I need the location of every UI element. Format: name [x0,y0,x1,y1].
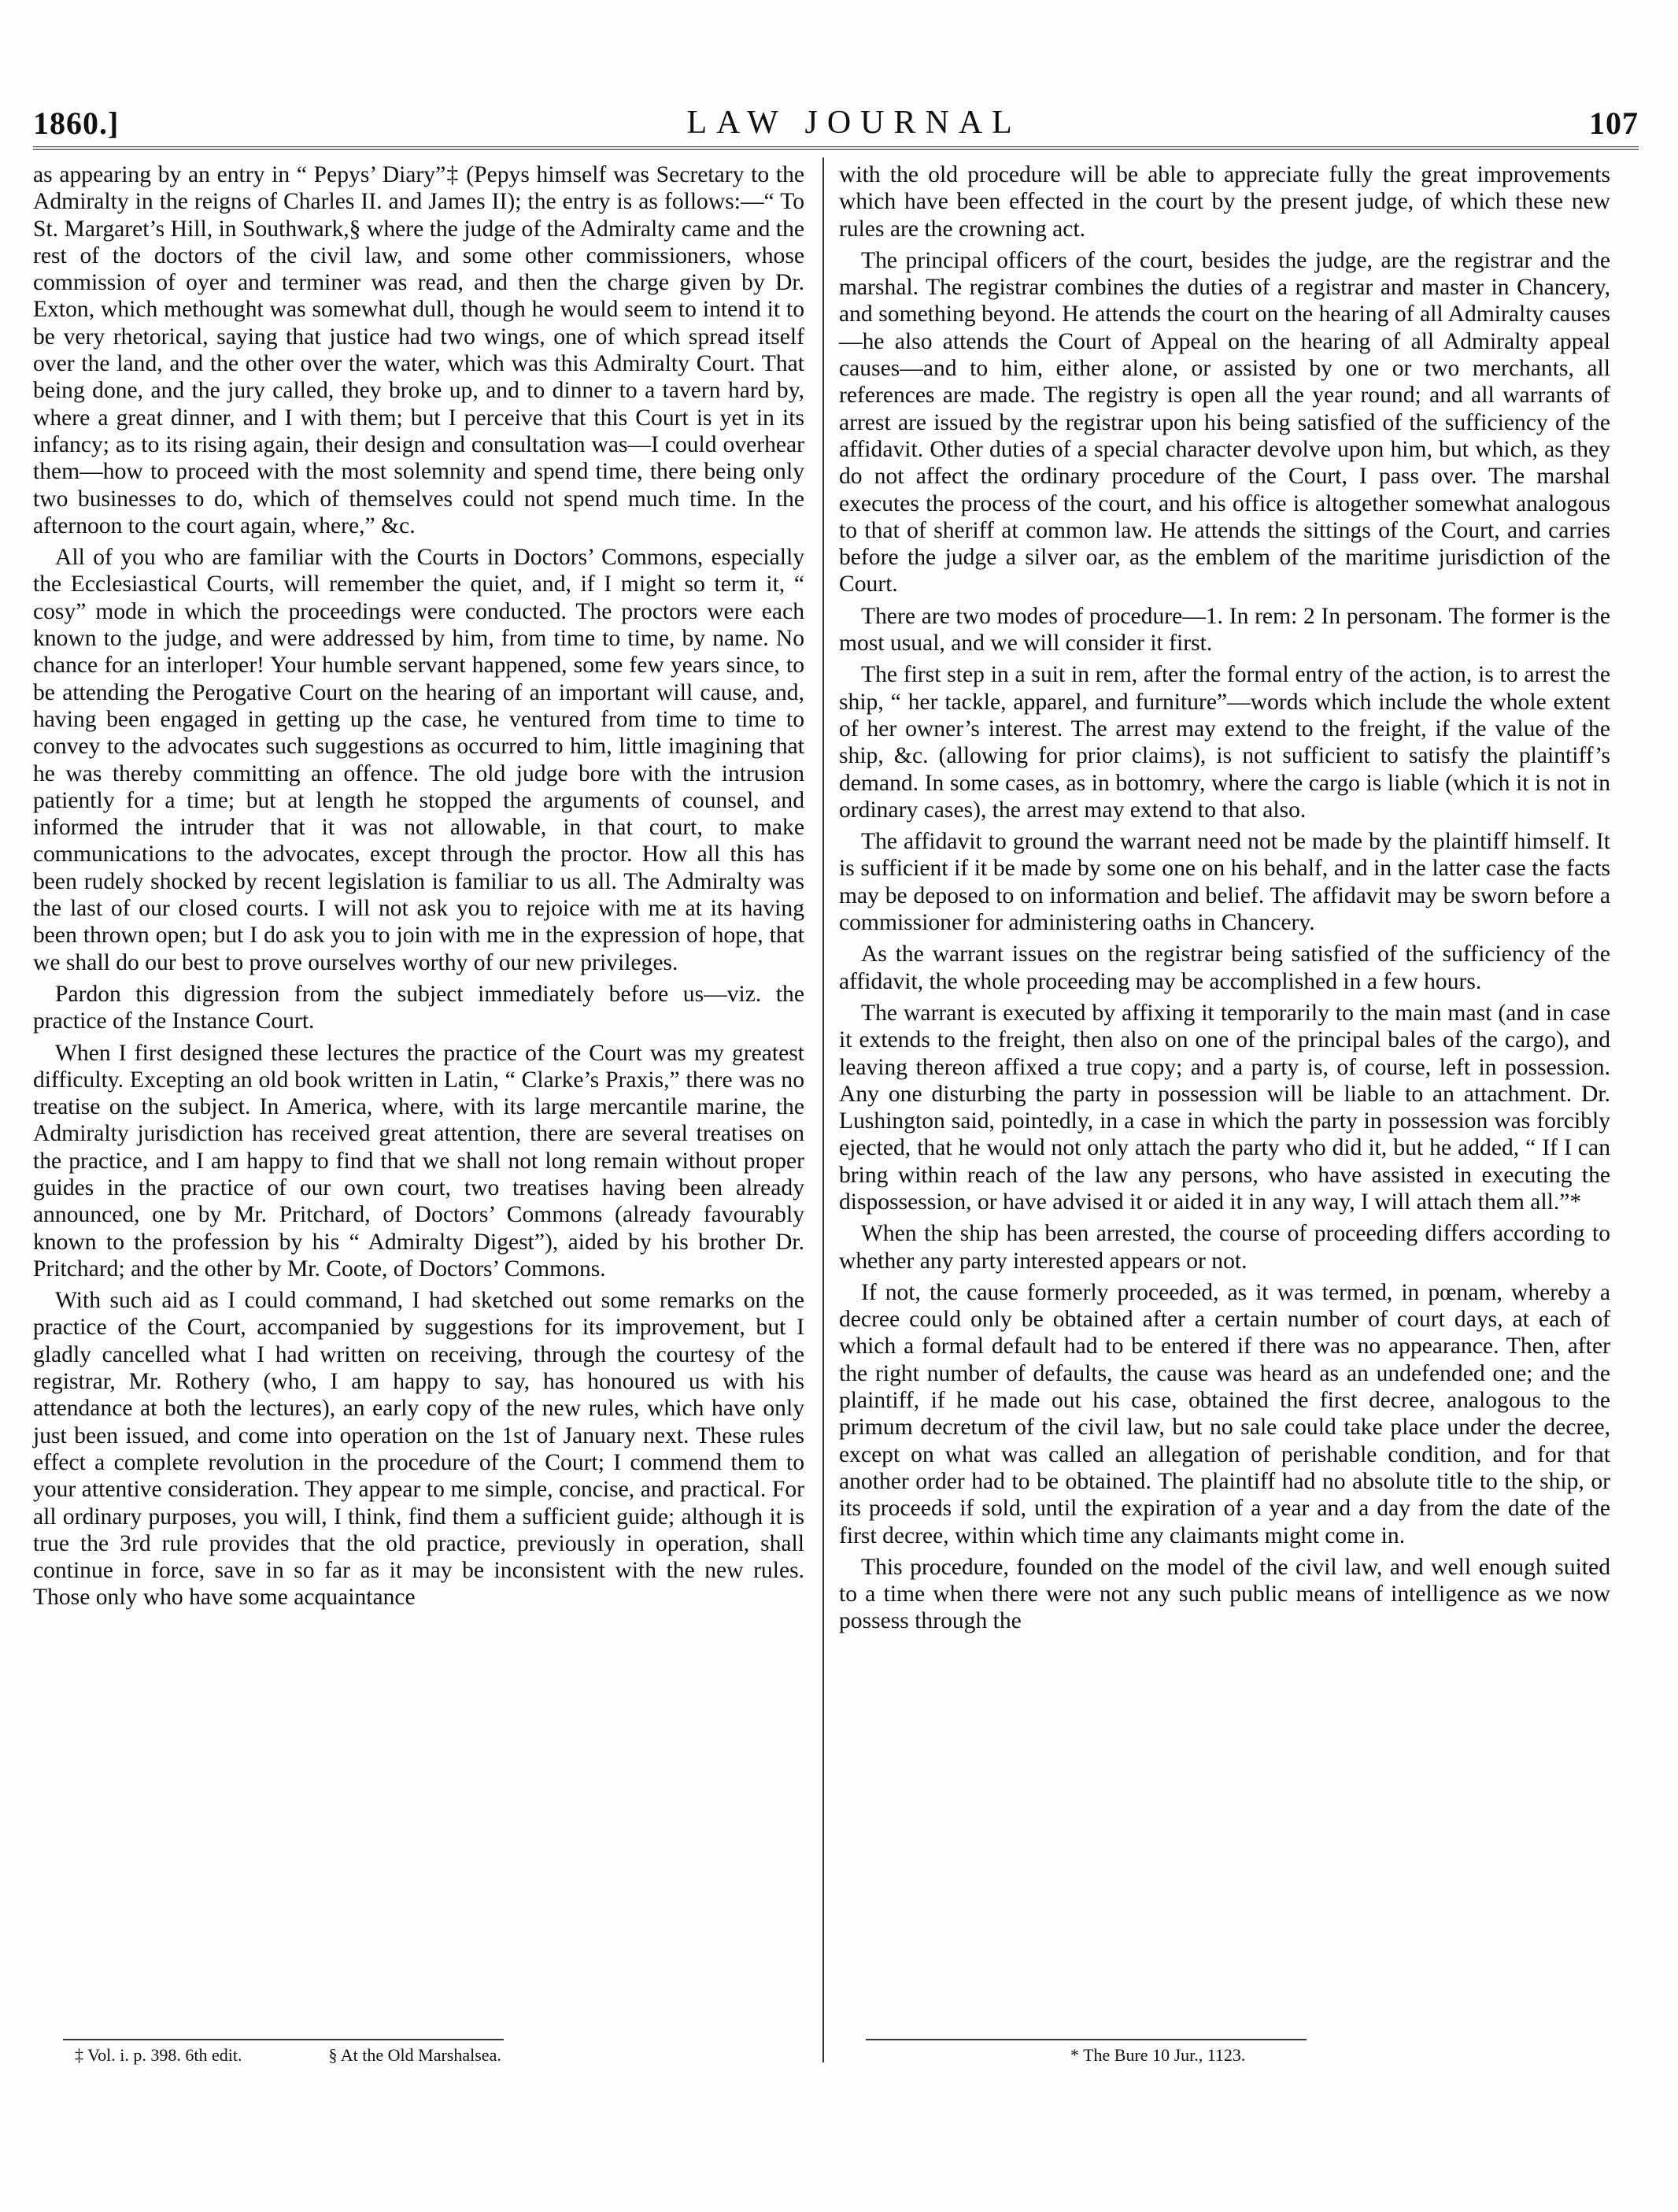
paragraph: The affidavit to ground the warrant need not be made by the plaintiff himself. It is sufficient if it be made by some one on his behalf, and in the latter case the facts may be deposed to on information and belief. The affidavit may be sworn before a commissioner for administering oaths in Chancery. [839,829,1610,936]
header-year: 1860.] [33,105,120,141]
paragraph: as appearing by an entry in “ Pepys’ Diary”‡ (Pepys himself was Secretary to the Admiralty in the reigns of Charles II. and James II); the entry is as follows:—“ To St. Margaret’s Hill, in Southwark,§ where the judge of the Admiralty came and the rest of the doctors of the civil law, and some other commissioners, whose commission of oyer and terminer was read, and then the charge given by Dr. Exton, which methought was somewhat dull, though he would seem to intend it to be very rhetorical, saying that justice had two wings, one of which spread itself over the land, and the other over the water, which was this Admiralty Court. That being done, and the jury called, they broke up, and to dinner to a tavern hard by, where a great dinner, and I with them; but I perceive that this Court is yet in its infancy; as to its rising again, their design and consultation was—I could overhear them—how to proceed with the most solemnity and spend time, there being only two businesses to do, which of themselves could not spend much time. In the afternoon to the court again, where,” &c. [33,162,804,538]
footnote-rule [63,2039,504,2040]
paragraph: The principal officers of the court, besides the judge, are the registrar and the marshal. The registrar combines the duties of a registrar and master in Chancery, and something beyond. He attends the court on the hearing of all Admiralty causes—he also attends the Court of Appeal on the hearing of all Admiralty appeal causes—and to him, either alone, or assisted by one or two merchants, all references are made. The registry is open all the year round; and all warrants of arrest are issued by the registrar upon his being satisfied of the sufficiency of the affidavit. Other duties of a special character devolve upon him, but which, as they do not affect the ordinary procedure of the Court, I pass over. The marshal executes the process of the court, and his office is altogether somewhat analogous to that of sheriff at common law. He attends the sittings of the Court, and carries before the judge a silver oar, as the emblem of the maritime jurisdiction of the Court. [839,247,1610,597]
right-column [839,161,1610,1640]
paragraph: Pardon this digression from the subject immediately before us—viz. the practice of the Instance Court. [33,981,804,1034]
footnote: * The Bure 10 Jur., 1123. [1070,2045,1246,2065]
paragraph: All of you who are familiar with the Courts in Doctors’ Commons, especially the Ecclesiastical Courts, will remember the quiet, and, if I might so term it, “ cosy” mode in which the proceedings were conducted. The proctors were each known to the judge, and were addressed by him, from time to time, by name. No chance for an interloper! Your humble servant happened, some few years since, to be attending the Perogative Court on the hearing of an important will cause, and, having been engaged in getting up the case, he ventured from time to time to convey to the advocates such suggestions as occurred to him, little imagining that he was thereby committing an offence. The old judge bore with the intrusion patiently for a time; but at length he stopped the arguments of counsel, and informed the intruder that it was not allowable, in that court, to make communications to the advocates, except through the proctor. How all this has been rudely shocked by recent legislation is familiar to us all. The Admiralty was the last of our closed courts. I will not ask you to rejoice with me at its having been thrown open; but I do ask you to join with me in the expression of hope, that we shall do our best to prove ourselves worthy of our new privileges. [33,545,804,975]
page-header [33,94,1639,142]
paragraph: There are two modes of procedure—1. In rem: 2 In personam. The former is the most usual, and we will consider it first. [839,603,1610,657]
footnotes-left [75,2045,501,2066]
paragraph: The first step in a suit in rem, after the formal entry of the action, is to arrest the ship, “ her tackle, apparel, and furniture”—words which include the whole extent of her owner’s interest. The arrest may extend to the freight, if the value of the ship, &c. (allowing for prior claims), is not sufficient to satisfy the plaintiff’s demand. In some cases, as in bottomry, where the cargo is liable (which it is not in ordinary cases), the arrest may extend to that also. [839,662,1610,823]
header-rule [33,146,1639,150]
paragraph: The warrant is executed by affixing it temporarily to the main mast (and in case it extends to the freight, then also on one of the principal bales of the cargo), and leaving thereon affixed a true copy; and a party is, of course, left in possession. Any one disturbing the party in possession will be liable to an attachment. Dr. Lushington said, pointedly, in a case in which the party in possession was forcibly ejected, that he would not only attach the party who did it, but he added, “ If I can bring within reach of the law any persons, who have assisted in executing the dispossession, or have advised it or aided it in any way, I will attach them all.”* [839,1000,1610,1215]
footnote-rule [866,2039,1307,2040]
page-number: 107 [1588,105,1639,141]
paragraph: When the ship has been arrested, the course of proceeding differs according to whether any party interested appears or not. [839,1221,1610,1274]
paragraph: With such aid as I could command, I had sketched out some remarks on the practice of the Court, accompanied by suggestions for its improvement, but I gladly cancelled what I had written on receiving, through the courtesy of the registrar, Mr. Rothery (who, I am happy to say, has honoured us with his attendance at both the lectures), an early copy of the new rules, which have only just been issued, and come into operation on the 1st of January next. These rules effect a complete revolution in the procedure of the Court; I commend them to your attentive consideration. They appear to me simple, concise, and practical. For all ordinary purposes, you will, I think, find them a sufficient guide; although it is true the 3rd rule provides that the old practice, previously in operation, shall continue in force, save in so far as it may be inconsistent with the new rules. Those only who have some acquaintance [33,1288,804,1611]
footnote: § At the Old Marshalsea. [328,2045,501,2065]
paragraph: This procedure, founded on the model of the civil law, and well enough suited to a time when there were not any such public means of intelligence as we now possess through the [839,1554,1610,1634]
paragraph: When I first designed these lectures the practice of the Court was my greatest difficulty. Excepting an old book written in Latin, “ Clarke’s Praxis,” there was no treatise on the subject. In America, where, with its large mercantile marine, the Admiralty jurisdiction has received great attention, there are several treatises on the practice, and I am happy to find that we shall not long remain without proper guides in the practice of our own court, two treatises having been already announced, one by Mr. Pritchard, of Doctors’ Commons (already favourably known to the profession by his “ Admiralty Digest”), aided by his brother Dr. Pritchard; and the other by Mr. Coote, of Doctors’ Commons. [33,1040,804,1282]
paragraph: If not, the cause formerly proceeded, as it was termed, in pœnam, whereby a decree could only be obtained after a certain number of court days, at each of which a formal default had to be entered if there was no appearance. Then, after the right number of defaults, the cause was heard as an undefended one; and the plaintiff, if he made out his case, obtained the first decree, analogous to the primum decretum of the civil law, but no sale could take place under the decree, except on what was called an allegation of perishable condition, and for that another order had to be obtained. The plaintiff had no absolute title to the ship, or its proceeds if sold, until the expiration of a year and a day from the date of the first decree, within which time any claimants might come in. [839,1279,1610,1548]
footnote: ‡ Vol. i. p. 398. 6th edit. [75,2045,242,2065]
journal-title: LAW JOURNAL [686,105,1022,141]
left-column [33,161,804,1616]
footnotes-right [1070,2045,1245,2066]
paragraph: with the old procedure will be able to appreciate fully the great improvements which have been effected in the court by the present judge, of which these new rules are the crowning act. [839,162,1610,242]
paragraph: As the warrant issues on the registrar being satisfied of the sufficiency of the affidavit, the whole proceeding may be accomplished in a few hours. [839,941,1610,994]
column-divider [822,157,824,2062]
